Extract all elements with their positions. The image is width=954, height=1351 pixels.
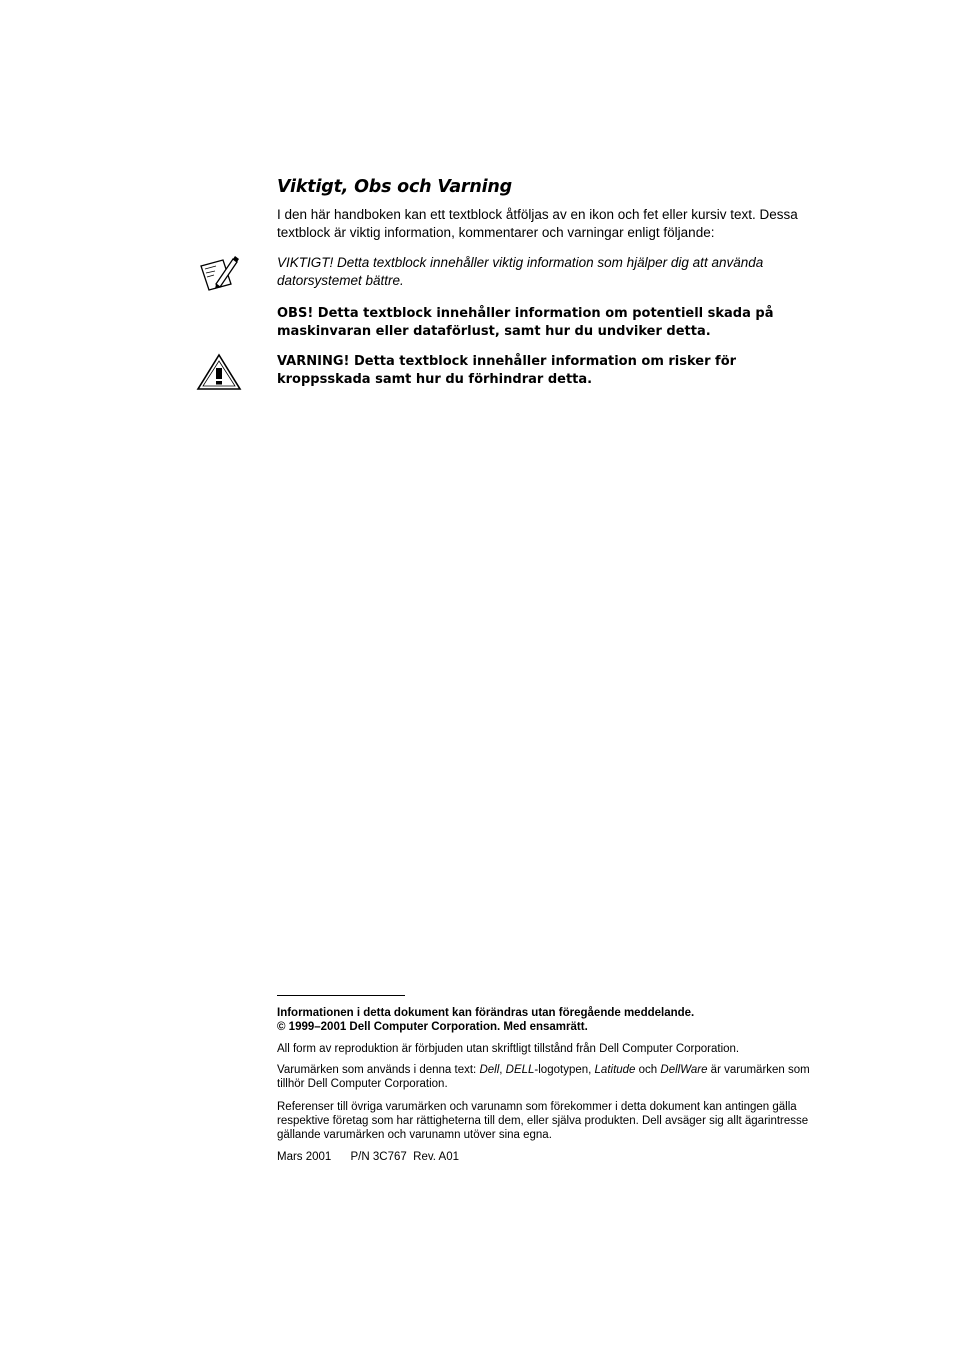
- note-text: VIKTIGT! Detta textblock innehåller viktig information som hjälper dig att använda datorsystemet bättre.: [277, 255, 764, 288]
- change-notice: Informationen i detta dokument kan förändras utan föregående meddelande.: [277, 1007, 695, 1019]
- trademark-dell-logo: DELL: [505, 1064, 535, 1076]
- warning-triangle-icon: [195, 352, 243, 392]
- footer-rule: [277, 995, 405, 996]
- intro-paragraph: I den här handboken kan ett textblock åtföljas av en ikon och fet eller kursiv text. Dessa textblock är viktig information, kommentarer och varningar enligt följande:: [277, 207, 798, 240]
- notice-text: OBS! Detta textblock innehåller information om potentiell skada på maskinvaran eller dataförlust, samt hur du undviker detta.: [277, 306, 774, 339]
- other-trademarks-notice: Referenser till övriga varumärken och varunamn som förekommer i detta dokument kan antingen gälla respektive företag som har rättigheterna till dem, eller själva produkten. Dell avsäger sig allt ägarintresse gällande varumärken och varunamn utöver sina egna.: [277, 1101, 809, 1141]
- revision: Rev. A01: [413, 1151, 459, 1163]
- warning-text: VARNING! Detta textblock innehåller information om risker för kroppsskada samt hur du förhindrar detta.: [277, 354, 737, 387]
- publication-date: Mars 2001: [277, 1151, 332, 1163]
- section-title: Viktigt, Obs och Varning: [277, 177, 512, 197]
- reproduction-notice: All form av reproduktion är förbjuden utan skriftligt tillstånd från Dell Computer Corporation.: [277, 1043, 740, 1055]
- part-number: P/N 3C767: [350, 1151, 407, 1163]
- publication-info: [277, 1150, 827, 1164]
- trademarks-prefix: Varumärken som används i denna text:: [277, 1064, 480, 1076]
- trademark-dellware: DellWare: [660, 1064, 708, 1076]
- trademark-logo-suffix: -logotypen,: [534, 1064, 595, 1076]
- trademark-dell: Dell: [479, 1064, 500, 1076]
- trademark-sep: ,: [499, 1064, 506, 1076]
- copyright: © 1999–2001 Dell Computer Corporation. Med ensamrätt.: [277, 1021, 588, 1033]
- trademarks-suffix: är varumärken som tillhör Dell Computer Corporation.: [277, 1064, 810, 1090]
- trademarks-notice: [277, 1063, 827, 1091]
- note-pencil-icon: [196, 254, 242, 294]
- trademark-och: och: [635, 1064, 661, 1076]
- trademark-latitude: Latitude: [594, 1064, 636, 1076]
- footer-legal-bold: [277, 1006, 827, 1034]
